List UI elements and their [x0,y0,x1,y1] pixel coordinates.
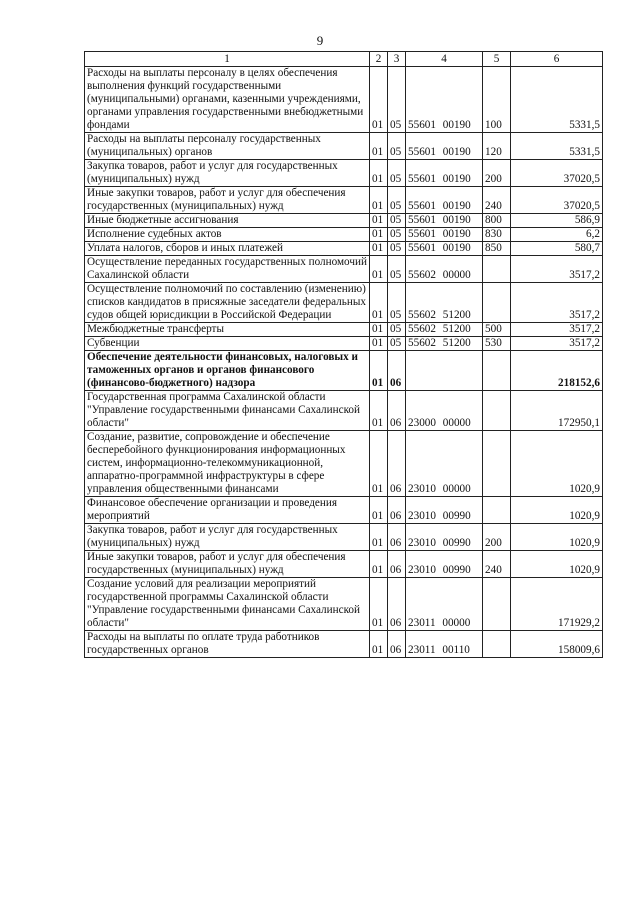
expense-type-cell [483,578,511,631]
amount-cell: 3517,2 [511,337,603,351]
target-article-cell: 55601 00190 [406,214,483,228]
expense-name-cell: Иные закупки товаров, работ и услуг для обеспечения государственных (муниципальных) нужд [85,187,370,214]
amount-cell: 3517,2 [511,323,603,337]
expense-type-cell: 500 [483,323,511,337]
table-row [85,578,603,631]
target-article-cell: 23010 00990 [406,551,483,578]
amount-cell: 218152,6 [511,351,603,391]
section-code-cell: 01 [370,578,388,631]
subsection-code-cell: 05 [388,242,406,256]
subsection-code-cell: 06 [388,631,406,658]
section-code-cell: 01 [370,351,388,391]
subsection-code-cell: 05 [388,214,406,228]
budget-table [84,51,603,658]
amount-cell: 1020,9 [511,431,603,497]
table-row [85,214,603,228]
target-article-cell: 23010 00990 [406,497,483,524]
target-article-cell: 55601 00190 [406,242,483,256]
table-row [85,160,603,187]
table-row [85,228,603,242]
amount-cell: 586,9 [511,214,603,228]
section-code-cell: 01 [370,67,388,133]
section-code-cell: 01 [370,256,388,283]
expense-name-cell: Закупка товаров, работ и услуг для государственных (муниципальных) нужд [85,160,370,187]
amount-cell: 171929,2 [511,578,603,631]
amount-cell: 1020,9 [511,524,603,551]
target-article-cell: 23011 00110 [406,631,483,658]
expense-name-cell: Иные бюджетные ассигнования [85,214,370,228]
subsection-code-cell: 06 [388,578,406,631]
table-row [85,337,603,351]
expense-name-cell: Исполнение судебных актов [85,228,370,242]
table-row [85,133,603,160]
expense-type-cell: 240 [483,551,511,578]
subsection-code-cell: 05 [388,283,406,323]
table-header-row [85,52,603,67]
subsection-code-cell: 05 [388,133,406,160]
expense-name-cell: Государственная программа Сахалинской области "Управление государственными финансами Сахалинской области" [85,391,370,431]
table-row [85,391,603,431]
column-header: 3 [388,52,406,67]
section-code-cell: 01 [370,214,388,228]
amount-cell: 158009,6 [511,631,603,658]
expense-type-cell: 240 [483,187,511,214]
expense-type-cell [483,256,511,283]
expense-name-cell: Иные закупки товаров, работ и услуг для обеспечения государственных (муниципальных) нужд [85,551,370,578]
table-row [85,351,603,391]
subsection-code-cell: 05 [388,228,406,242]
expense-name-cell: Осуществление полномочий по составлению (изменению) списков кандидатов в присяжные заседатели федеральных судов общей юрисдикции в Российской Федерации [85,283,370,323]
target-article-cell: 55602 51200 [406,283,483,323]
section-code-cell: 01 [370,337,388,351]
subsection-code-cell: 05 [388,337,406,351]
target-article-cell: 55601 00190 [406,133,483,160]
expense-type-cell: 850 [483,242,511,256]
section-code-cell: 01 [370,133,388,160]
expense-type-cell [483,283,511,323]
target-article-cell: 55601 00190 [406,228,483,242]
expense-type-cell [483,497,511,524]
subsection-code-cell: 06 [388,551,406,578]
amount-cell: 1020,9 [511,551,603,578]
subsection-code-cell: 06 [388,497,406,524]
expense-name-cell: Обеспечение деятельности финансовых, налоговых и таможенных органов и органов финансового (финансово-бюджетного) надзора [85,351,370,391]
expense-name-cell: Финансовое обеспечение организации и проведения мероприятий [85,497,370,524]
expense-type-cell [483,431,511,497]
section-code-cell: 01 [370,631,388,658]
target-article-cell [406,351,483,391]
amount-cell: 37020,5 [511,160,603,187]
table-row [85,631,603,658]
expense-name-cell: Расходы на выплаты персоналу государственных (муниципальных) органов [85,133,370,160]
target-article-cell: 55602 00000 [406,256,483,283]
table-row [85,497,603,524]
target-article-cell: 23010 00990 [406,524,483,551]
expense-name-cell: Расходы на выплаты персоналу в целях обеспечения выполнения функций государственными (муниципальными) органами, казенными учреждениями, органами управления государственными внебюджетными фондами [85,67,370,133]
target-article-cell: 55601 00190 [406,187,483,214]
expense-name-cell: Расходы на выплаты по оплате труда работников государственных органов [85,631,370,658]
column-header: 5 [483,52,511,67]
column-header: 6 [511,52,603,67]
expense-type-cell: 100 [483,67,511,133]
target-article-cell: 55602 51200 [406,323,483,337]
section-code-cell: 01 [370,551,388,578]
amount-cell: 3517,2 [511,283,603,323]
amount-cell: 580,7 [511,242,603,256]
target-article-cell: 23011 00000 [406,578,483,631]
expense-type-cell [483,391,511,431]
table-row [85,551,603,578]
table-row [85,67,603,133]
section-code-cell: 01 [370,391,388,431]
subsection-code-cell: 05 [388,187,406,214]
amount-cell: 1020,9 [511,497,603,524]
expense-type-cell [483,351,511,391]
amount-cell: 5331,5 [511,133,603,160]
column-header: 1 [85,52,370,67]
subsection-code-cell: 05 [388,160,406,187]
section-code-cell: 01 [370,323,388,337]
expense-name-cell: Закупка товаров, работ и услуг для государственных (муниципальных) нужд [85,524,370,551]
table-row [85,431,603,497]
section-code-cell: 01 [370,160,388,187]
amount-cell: 172950,1 [511,391,603,431]
section-code-cell: 01 [370,524,388,551]
section-code-cell: 01 [370,242,388,256]
amount-cell: 5331,5 [511,67,603,133]
expense-name-cell: Создание условий для реализации мероприятий государственной программы Сахалинской области "Управление государственными финансами Сахалинской области" [85,578,370,631]
subsection-code-cell: 05 [388,323,406,337]
expense-name-cell: Осуществление переданных государственных полномочий Сахалинской области [85,256,370,283]
page-number: 9 [316,33,324,48]
section-code-cell: 01 [370,228,388,242]
target-article-cell: 23010 00000 [406,431,483,497]
subsection-code-cell: 06 [388,524,406,551]
subsection-code-cell: 05 [388,67,406,133]
expense-name-cell: Создание, развитие, сопровождение и обеспечение бесперебойного функционирования информационных систем, информационно-телекоммуникационной, аппаратно-программной инфраструктуры в сфере управления общественными финансами [85,431,370,497]
section-code-cell: 01 [370,283,388,323]
expense-type-cell: 800 [483,214,511,228]
target-article-cell: 23000 00000 [406,391,483,431]
table-row [85,524,603,551]
section-code-cell: 01 [370,497,388,524]
expense-type-cell: 530 [483,337,511,351]
subsection-code-cell: 05 [388,256,406,283]
table-row [85,242,603,256]
column-header: 4 [406,52,483,67]
expense-name-cell: Уплата налогов, сборов и иных платежей [85,242,370,256]
target-article-cell: 55601 00190 [406,160,483,187]
target-article-cell: 55602 51200 [406,337,483,351]
expense-type-cell: 830 [483,228,511,242]
table-row [85,323,603,337]
expense-name-cell: Субвенции [85,337,370,351]
subsection-code-cell: 06 [388,391,406,431]
expense-type-cell [483,631,511,658]
amount-cell: 6,2 [511,228,603,242]
expense-type-cell: 200 [483,524,511,551]
expense-name-cell: Межбюджетные трансферты [85,323,370,337]
column-header: 2 [370,52,388,67]
section-code-cell: 01 [370,431,388,497]
target-article-cell: 55601 00190 [406,67,483,133]
expense-type-cell: 120 [483,133,511,160]
expense-type-cell: 200 [483,160,511,187]
table-row [85,283,603,323]
amount-cell: 37020,5 [511,187,603,214]
section-code-cell: 01 [370,187,388,214]
subsection-code-cell: 06 [388,351,406,391]
subsection-code-cell: 06 [388,431,406,497]
amount-cell: 3517,2 [511,256,603,283]
table-row [85,256,603,283]
table-row [85,187,603,214]
